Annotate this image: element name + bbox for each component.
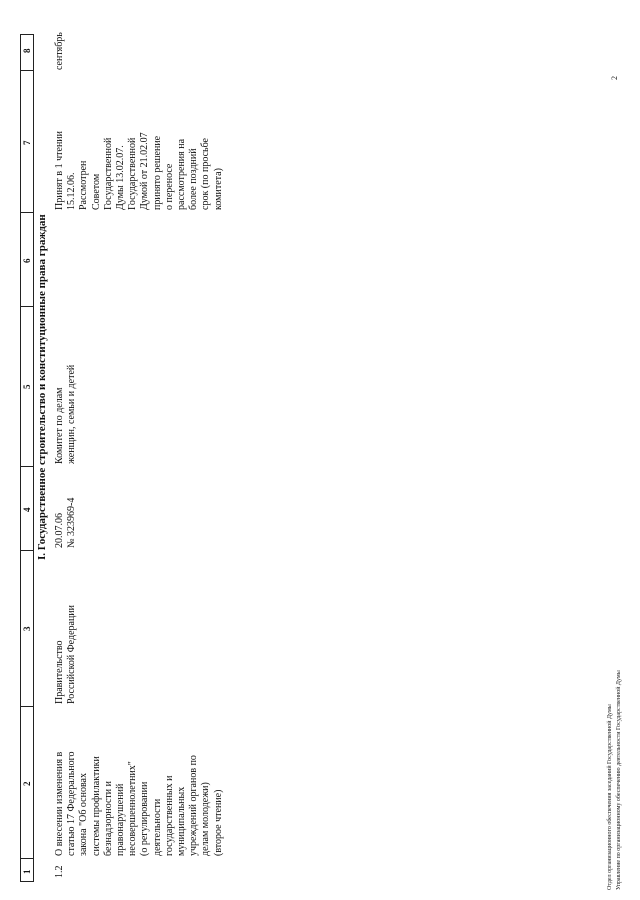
bill-title-line: деятельности xyxy=(151,798,163,856)
month-cell: сентябрь xyxy=(54,32,65,70)
status-line: 15.12.06. xyxy=(66,172,78,210)
bill-title-line: О внесении изменения в xyxy=(54,751,65,856)
bill-title-line: муниципальных xyxy=(176,786,188,856)
status-line: Рассмотрен xyxy=(78,160,90,210)
initiator-line: Правительство xyxy=(54,640,65,704)
column-number-5: 5 xyxy=(22,384,32,389)
initiator-cell xyxy=(54,605,78,704)
column-divider xyxy=(21,858,33,859)
registration-number: № 323969-4 xyxy=(66,497,78,548)
column-number-8: 8 xyxy=(22,48,32,53)
committee-line: женщин, семьи и детей xyxy=(66,364,78,464)
column-divider xyxy=(21,550,33,551)
bill-title-line: государственных и xyxy=(163,775,175,856)
column-number-1: 1 xyxy=(22,869,32,874)
status-line: Принят в 1 чтении xyxy=(54,130,65,210)
page-number: 2 xyxy=(610,76,619,80)
status-line: срок (по просьбе xyxy=(200,138,212,210)
bill-title-line: статью 17 Федерального xyxy=(66,751,78,856)
status-line: более поздний xyxy=(188,148,200,210)
bill-title-line: безнадзорности и xyxy=(102,781,114,856)
column-number-7: 7 xyxy=(22,140,32,145)
column-divider xyxy=(21,70,33,71)
initiator-line: Российской Федерации xyxy=(66,604,78,704)
registration-cell xyxy=(54,498,78,548)
status-cell xyxy=(54,131,225,210)
column-number-3: 3 xyxy=(22,626,32,631)
column-divider xyxy=(21,466,33,467)
column-number-4: 4 xyxy=(22,507,32,512)
bill-title-line: правонарушений xyxy=(115,783,127,856)
column-number-2: 2 xyxy=(22,781,32,786)
bill-title-line: закона "Об основах xyxy=(78,773,90,856)
status-line: рассмотрения на xyxy=(176,138,188,210)
status-line: комитета) xyxy=(212,168,224,210)
status-line: Советом xyxy=(90,173,102,210)
bill-title-line: несовершеннолетних" xyxy=(127,761,139,856)
bill-title-cell xyxy=(54,751,225,856)
bill-title-line: (о регулировании xyxy=(139,781,151,856)
column-divider xyxy=(21,306,33,307)
section-title: I. Государственное строительство и конституционные права граждан xyxy=(36,214,48,560)
footer-department: Отдел организационного обеспечения заседаний Государственной Думы xyxy=(607,704,613,890)
bill-title-line: (второе чтение) xyxy=(212,789,224,856)
row-number: 1.2 xyxy=(54,865,65,878)
bill-title-line: системы профилактики xyxy=(90,756,102,856)
status-line: Думой от 21.02.07 xyxy=(139,132,151,210)
status-line: принято решение xyxy=(151,135,163,210)
status-line: Государственной xyxy=(102,137,114,210)
table-header-row xyxy=(20,34,34,882)
committee-line: Комитет по делам xyxy=(54,387,65,464)
bill-title-line: делам молодежи) xyxy=(200,782,212,856)
column-number-6: 6 xyxy=(22,258,32,263)
committee-cell xyxy=(54,365,78,464)
status-line: о переносе xyxy=(163,163,175,210)
status-line: Государственной xyxy=(127,137,139,210)
registration-date: 20.07.06 xyxy=(54,513,65,548)
column-divider xyxy=(21,212,33,213)
footer-directorate: Управление по организационному обеспечению деятельности Государственной Думы xyxy=(616,670,622,890)
bill-title-line: учреждений органов по xyxy=(188,755,200,856)
status-line: Думы 13.02.07. xyxy=(115,145,127,210)
column-divider xyxy=(21,706,33,707)
